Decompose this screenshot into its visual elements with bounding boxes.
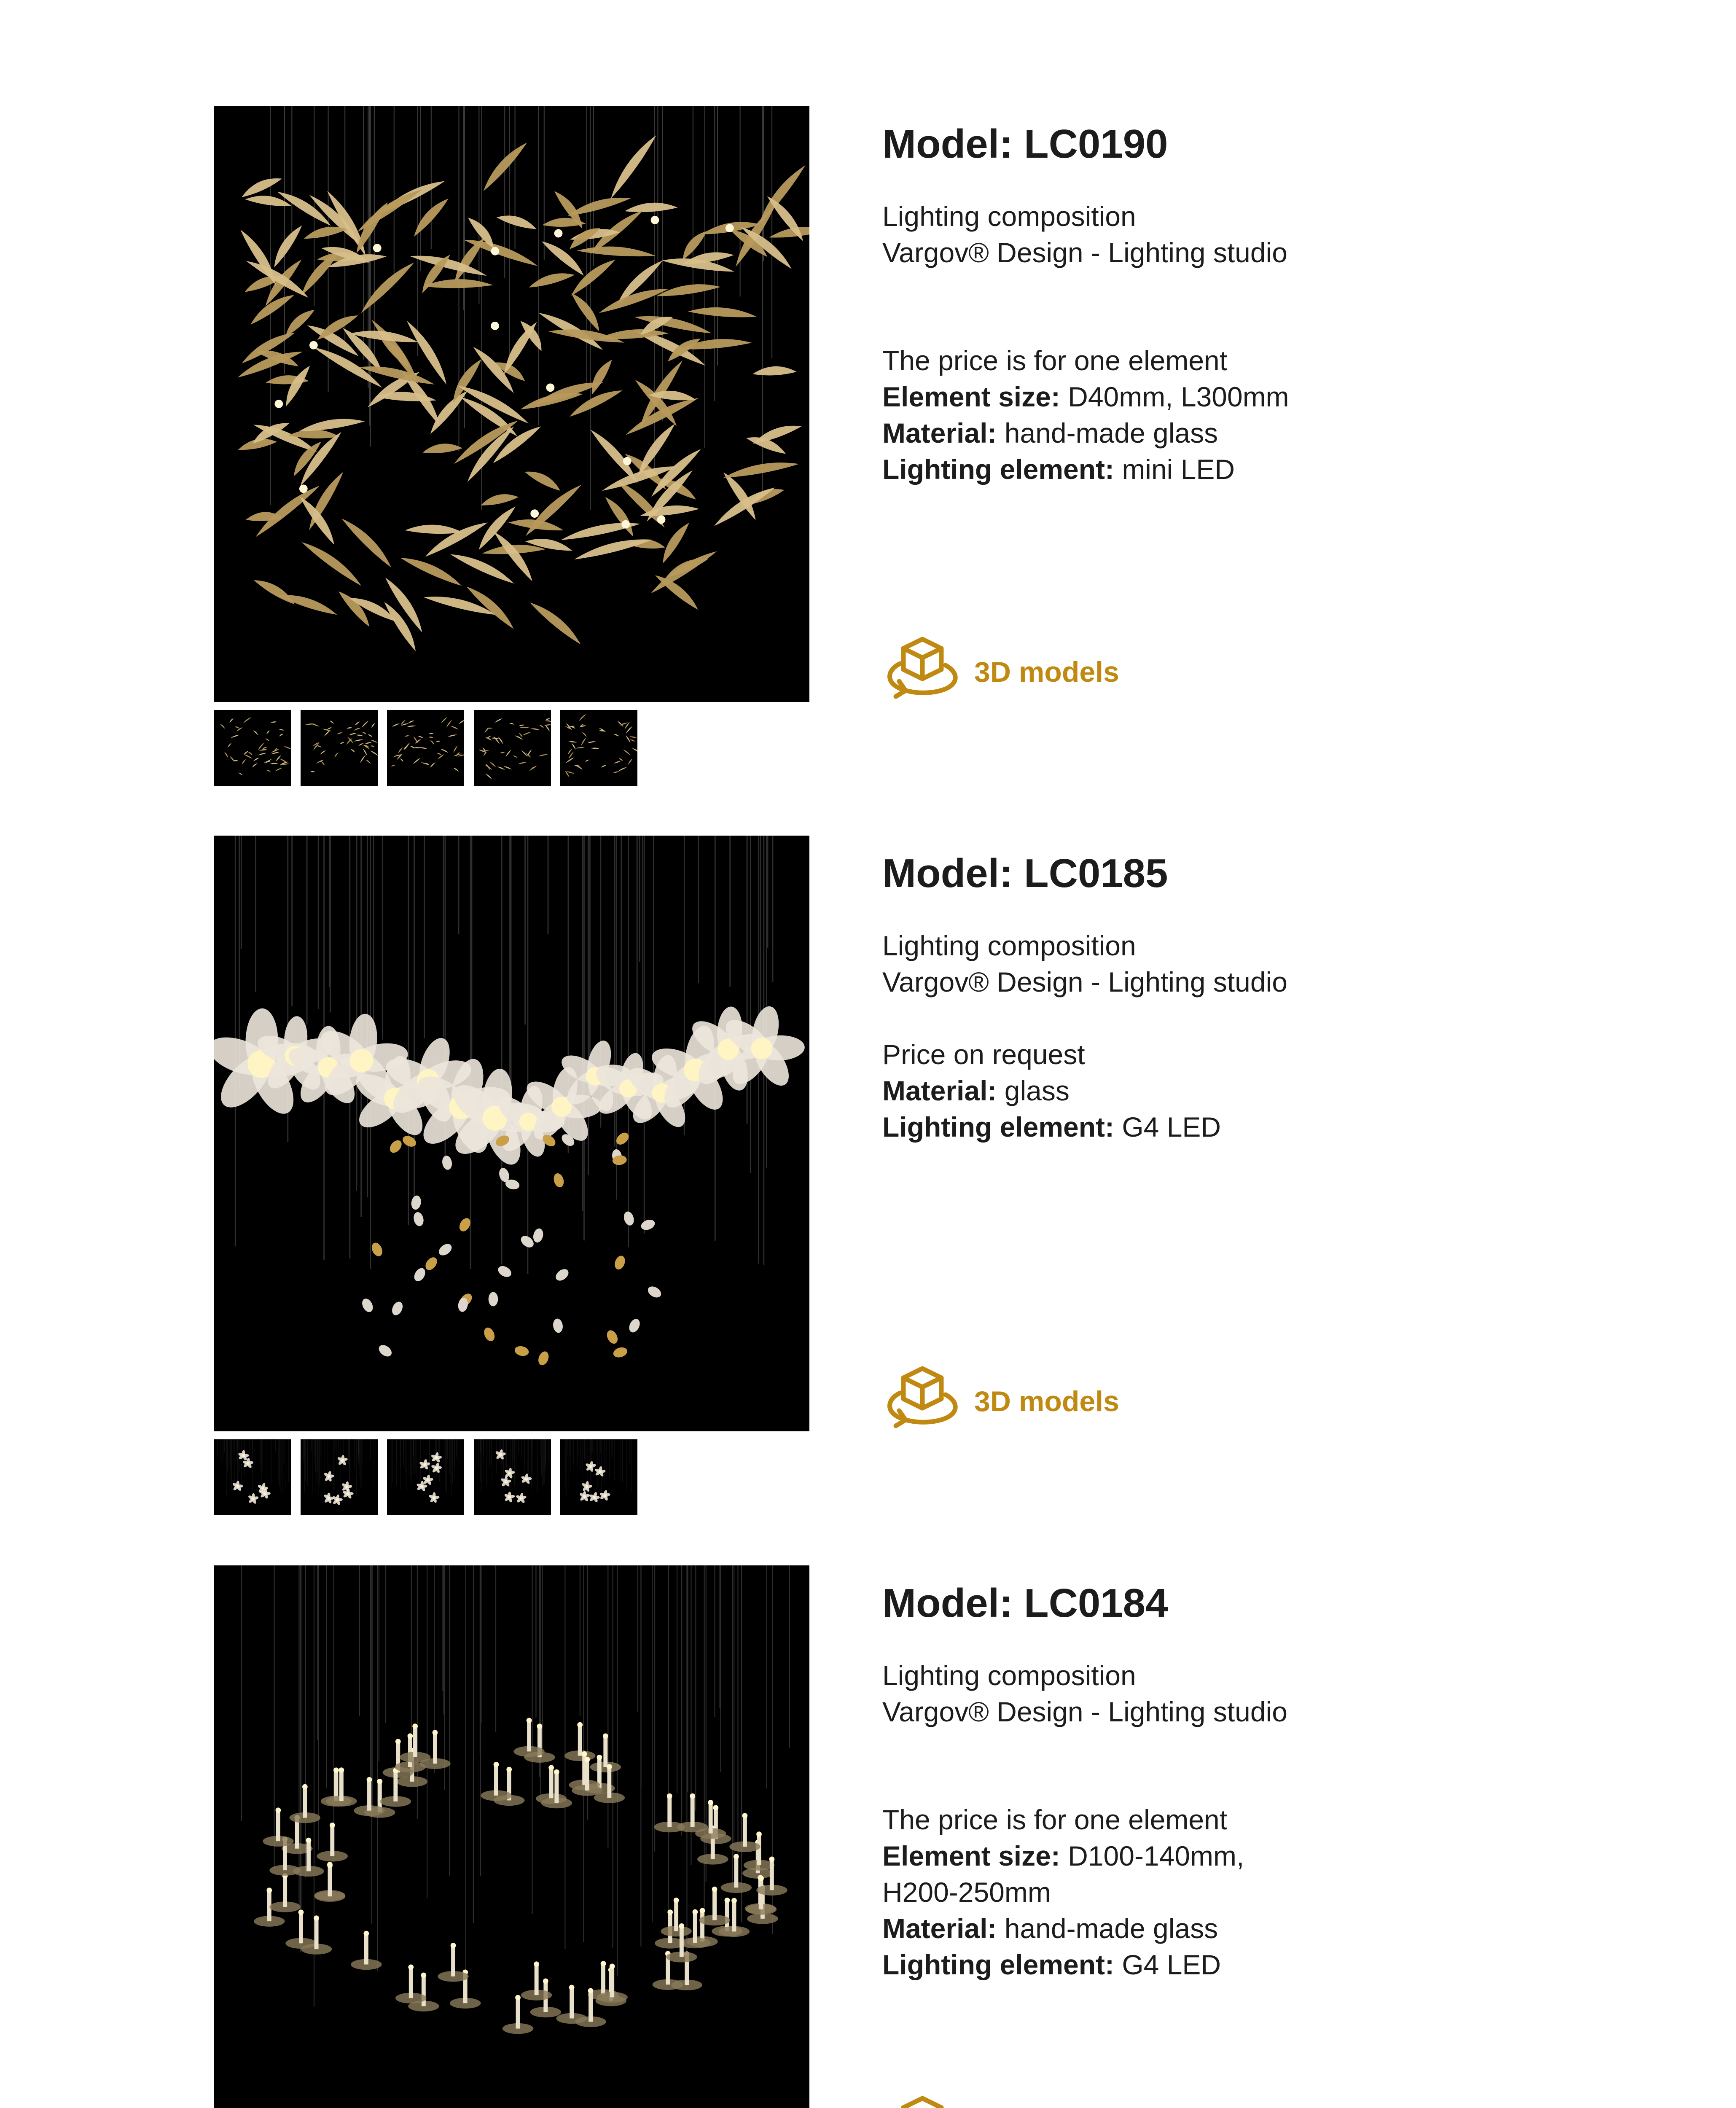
thumbnail-1[interactable] <box>214 1439 291 1515</box>
element-size-value: D40mm, L300mm <box>1060 381 1289 412</box>
studio-name: Vargov® Design - Lighting studio <box>882 966 1287 998</box>
thumbnail-image <box>474 1439 551 1515</box>
lighting-row <box>882 1109 1221 1145</box>
material-label: Material: <box>882 417 997 449</box>
thumbnail-2[interactable] <box>301 1439 378 1515</box>
3d-models-link[interactable] <box>882 2093 1152 2108</box>
studio-name: Vargov® Design - Lighting studio <box>882 237 1287 268</box>
3d-models-link[interactable] <box>882 1363 1152 1435</box>
thumbnail-4[interactable] <box>474 710 551 786</box>
thumbnail-3[interactable] <box>387 710 464 786</box>
3d-cube-rotate-icon <box>882 2093 962 2108</box>
lighting-label: Lighting element: <box>882 1949 1114 1980</box>
lighting-value: G4 LED <box>1114 1111 1221 1143</box>
thumbnail-image <box>301 710 378 786</box>
thumbnail-image <box>560 1439 637 1515</box>
material-label: Material: <box>882 1913 997 1944</box>
material-row <box>882 1073 1070 1109</box>
product-main-image[interactable] <box>214 1565 809 2108</box>
model-title: Model: LC0185 <box>882 851 1168 896</box>
lighting-label: Lighting element: <box>882 454 1114 485</box>
lighting-label: Lighting element: <box>882 1111 1114 1143</box>
thumbnail-image <box>214 1439 291 1515</box>
product-type: Lighting composition <box>882 1660 1136 1691</box>
chandelier-flowers-image <box>214 836 809 1431</box>
material-label: Material: <box>882 1075 997 1106</box>
product-lc0190 <box>0 106 1736 789</box>
product-lc0184 <box>0 1565 1736 2108</box>
material-value: glass <box>997 1075 1070 1106</box>
material-value: hand-made glass <box>997 1913 1218 1944</box>
3d-models-link[interactable] <box>882 634 1152 706</box>
studio-name: Vargov® Design - Lighting studio <box>882 1696 1287 1727</box>
chandelier-glass-candles-image <box>214 1565 809 2108</box>
price-note: The price is for one element <box>882 345 1228 376</box>
product-main-image[interactable] <box>214 836 809 1431</box>
lighting-value: G4 LED <box>1114 1949 1221 1980</box>
element-size-label: Element size: <box>882 1840 1060 1871</box>
model-title: Model: LC0190 <box>882 121 1168 167</box>
price-note: Price on request <box>882 1039 1085 1070</box>
element-size-row <box>882 1838 1244 1874</box>
3d-cube-rotate-icon <box>882 1363 962 1435</box>
material-value: hand-made glass <box>997 417 1218 449</box>
lighting-row <box>882 1947 1221 1983</box>
thumbnail-image <box>560 710 637 786</box>
product-main-image[interactable] <box>214 106 809 702</box>
thumbnail-1[interactable] <box>214 710 291 786</box>
element-size-row <box>882 379 1289 415</box>
thumbnail-image <box>474 710 551 786</box>
lighting-value: mini LED <box>1114 454 1235 485</box>
3d-models-label: 3D models <box>974 656 1119 688</box>
material-row <box>882 415 1218 451</box>
model-title: Model: LC0184 <box>882 1581 1168 1626</box>
thumbnail-image <box>387 1439 464 1515</box>
thumbnail-image <box>387 710 464 786</box>
thumbnail-image <box>214 710 291 786</box>
thumbnail-5[interactable] <box>560 710 637 786</box>
price-note: The price is for one element <box>882 1804 1228 1835</box>
3d-cube-rotate-icon <box>882 634 962 706</box>
product-type: Lighting composition <box>882 201 1136 232</box>
element-size-row-cont: H200-250mm <box>882 1877 1051 1908</box>
element-size-value: D100-140mm, <box>1060 1840 1244 1871</box>
thumbnail-image <box>301 1439 378 1515</box>
thumbnail-2[interactable] <box>301 710 378 786</box>
thumbnail-3[interactable] <box>387 1439 464 1515</box>
3d-models-label: 3D models <box>974 1385 1119 1417</box>
product-type: Lighting composition <box>882 930 1136 961</box>
element-size-label: Element size: <box>882 381 1060 412</box>
chandelier-glass-leaves-image <box>214 106 809 702</box>
thumbnail-5[interactable] <box>560 1439 637 1515</box>
lighting-row <box>882 451 1235 487</box>
material-row <box>882 1910 1218 1947</box>
product-lc0185 <box>0 836 1736 1519</box>
thumbnail-4[interactable] <box>474 1439 551 1515</box>
